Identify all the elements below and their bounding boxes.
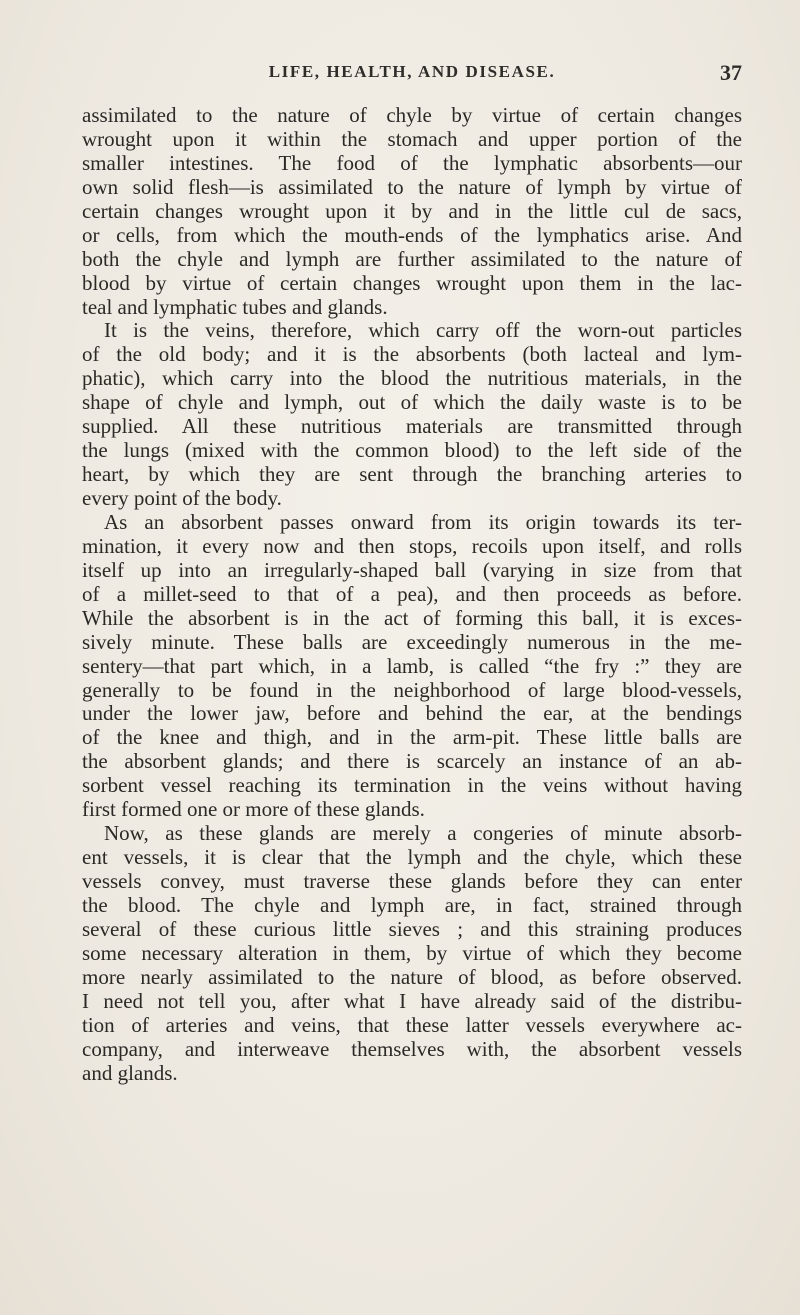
text-line: sentery—that part which, in a lamb, is called “the fry :” they are xyxy=(82,653,742,678)
body-text xyxy=(82,104,742,1085)
running-title: LIFE, HEALTH, AND DISEASE. xyxy=(268,62,556,81)
text-line: sively minute. These balls are exceedingly numerous in the me- xyxy=(82,629,742,654)
text-line: company, and interweave themselves with, the absorbent vessels xyxy=(82,1036,742,1061)
text-line: of a millet-seed to that of a pea), and then proceeds as before. xyxy=(82,581,742,606)
text-line: tion of arteries and veins, that these latter vessels everywhere ac- xyxy=(82,1012,742,1037)
text-line: teal and lymphatic tubes and glands. xyxy=(82,294,388,319)
text-line: several of these curious little sieves ; and this straining produces xyxy=(82,916,742,941)
text-line: phatic), which carry into the blood the nutritious materials, in the xyxy=(82,366,742,391)
text-line: While the absorbent is in the act of forming this ball, it is exces- xyxy=(82,605,742,630)
text-line: shape of chyle and lymph, out of which the daily waste is to be xyxy=(82,390,742,415)
text-line: smaller intestines. The food of the lymphatic absorbents—our xyxy=(82,150,742,175)
text-line: own solid flesh—is assimilated to the nature of lymph by virtue of xyxy=(82,174,742,199)
text-line: As an absorbent passes onward from its origin towards its ter- xyxy=(104,509,742,534)
text-line: the blood. The chyle and lymph are, in fact, strained through xyxy=(82,892,742,917)
text-line: and glands. xyxy=(82,1060,178,1085)
text-line: sorbent vessel reaching its termination in the veins without having xyxy=(82,773,742,798)
text-line: Now, as these glands are merely a congeries of minute absorb- xyxy=(104,821,742,846)
text-line: every point of the body. xyxy=(82,486,282,510)
text-line: both the chyle and lymph are further assimilated to the nature of xyxy=(82,246,742,271)
text-line: of the knee and thigh, and in the arm-pit. These little balls are xyxy=(82,725,742,750)
text-line: first formed one or more of these glands. xyxy=(82,797,425,822)
text-line: the lungs (mixed with the common blood) to the left side of the xyxy=(82,438,742,463)
text-line: ent vessels, it is clear that the lymph and the chyle, which these xyxy=(82,845,742,870)
text-line: of the old body; and it is the absorbents (both lacteal and lym- xyxy=(82,342,742,367)
text-line: wrought upon it within the stomach and upper portion of the xyxy=(82,126,742,151)
text-line: I need not tell you, after what I have already said of the distribu- xyxy=(82,988,742,1013)
text-line: some necessary alteration in them, by virtue of which they become xyxy=(82,940,742,965)
text-line: more nearly assimilated to the nature of blood, as before observed. xyxy=(82,964,742,989)
text-line: vessels convey, must traverse these glands before they can enter xyxy=(82,869,742,893)
text-line: mination, it every now and then stops, recoils upon itself, and rolls xyxy=(82,533,742,558)
text-line: It is the veins, therefore, which carry off the worn-out particles xyxy=(104,318,742,343)
page-number: 37 xyxy=(720,60,742,85)
text-line: supplied. All these nutritious materials are transmitted through xyxy=(82,414,742,439)
text-line: or cells, from which the mouth-ends of the lymphatics arise. And xyxy=(82,222,742,247)
text-line: heart, by which they are sent through the branching arteries to xyxy=(82,462,742,487)
text-line: blood by virtue of certain changes wrought upon them in the lac- xyxy=(82,270,742,295)
text-line: itself up into an irregularly-shaped ball (varying in size from that xyxy=(82,557,742,582)
text-line: under the lower jaw, before and behind the ear, at the bendings xyxy=(82,701,742,726)
text-line: assimilated to the nature of chyle by virtue of certain changes xyxy=(82,103,742,127)
text-line: generally to be found in the neighborhood of large blood-vessels, xyxy=(82,677,742,702)
text-line: the absorbent glands; and there is scarcely an instance of an ab- xyxy=(82,749,742,774)
text-line: certain changes wrought upon it by and in the little cul de sacs, xyxy=(82,198,742,223)
page-header xyxy=(82,62,742,92)
